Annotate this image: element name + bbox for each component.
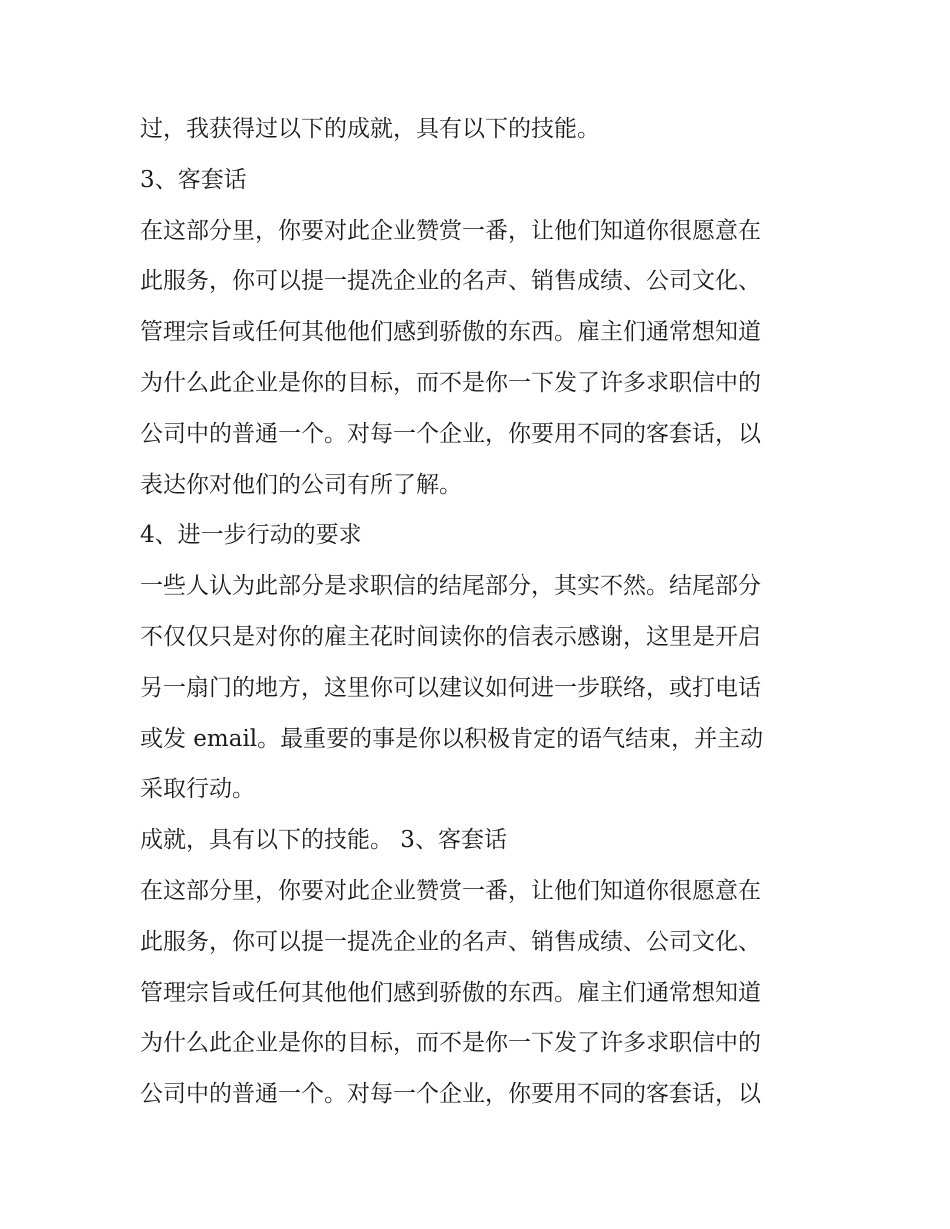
text-line: 不仅仅只是对你的雇主花时间读你的信表示感谢，这里是开启 <box>140 623 761 650</box>
text-line: 公司中的普通一个。对每一个企业，你要用不同的客套话，以 <box>140 1081 761 1108</box>
text-line: 此服务，你可以提一提冼企业的名声、销售成绩、公司文化、 <box>140 928 761 955</box>
text-line: 管理宗旨或任何其他他们感到骄傲的东西。雇主们通常想知道 <box>140 319 761 346</box>
text-line: 或发 email。最重要的事是你以积极肯定的语气结束，并主动 <box>140 725 764 752</box>
text-line: 在这部分里，你要对此企业赞赏一番，让他们知道你很愿意在 <box>140 877 761 904</box>
text-line: 为什么此企业是你的目标，而不是你一下发了许多求职信中的 <box>140 1030 761 1057</box>
text-line: 表达你对他们的公司有所了解。 <box>140 471 462 498</box>
document-body <box>140 104 820 1120</box>
text-line: 此服务，你可以提一提冼企业的名声、销售成绩、公司文化、 <box>140 268 761 295</box>
text-line: 采取行动。 <box>140 776 255 803</box>
text-line: 过，我获得过以下的成就，具有以下的技能。 <box>140 116 600 142</box>
text-line: 一些人认为此部分是求职信的结尾部分，其实不然。结尾部分 <box>140 573 761 600</box>
text-line: 管理宗旨或任何其他他们感到骄傲的东西。雇主们通常想知道 <box>140 979 761 1006</box>
text-line: 在这部分里，你要对此企业赞赏一番，让他们知道你很愿意在 <box>140 217 761 244</box>
text-line: 为什么此企业是你的目标，而不是你一下发了许多求职信中的 <box>140 369 761 396</box>
section-heading: 3、客套话 <box>140 166 247 193</box>
section-heading: 4、进一步行动的要求 <box>140 522 362 549</box>
text-line: 另一扇门的地方，这里你可以建议如何进一步联络，或打电话 <box>140 674 761 701</box>
text-line: 公司中的普通一个。对每一个企业，你要用不同的客套话，以 <box>140 420 761 447</box>
text-line: 成就，具有以下的技能。 3、客套话 <box>140 827 507 854</box>
